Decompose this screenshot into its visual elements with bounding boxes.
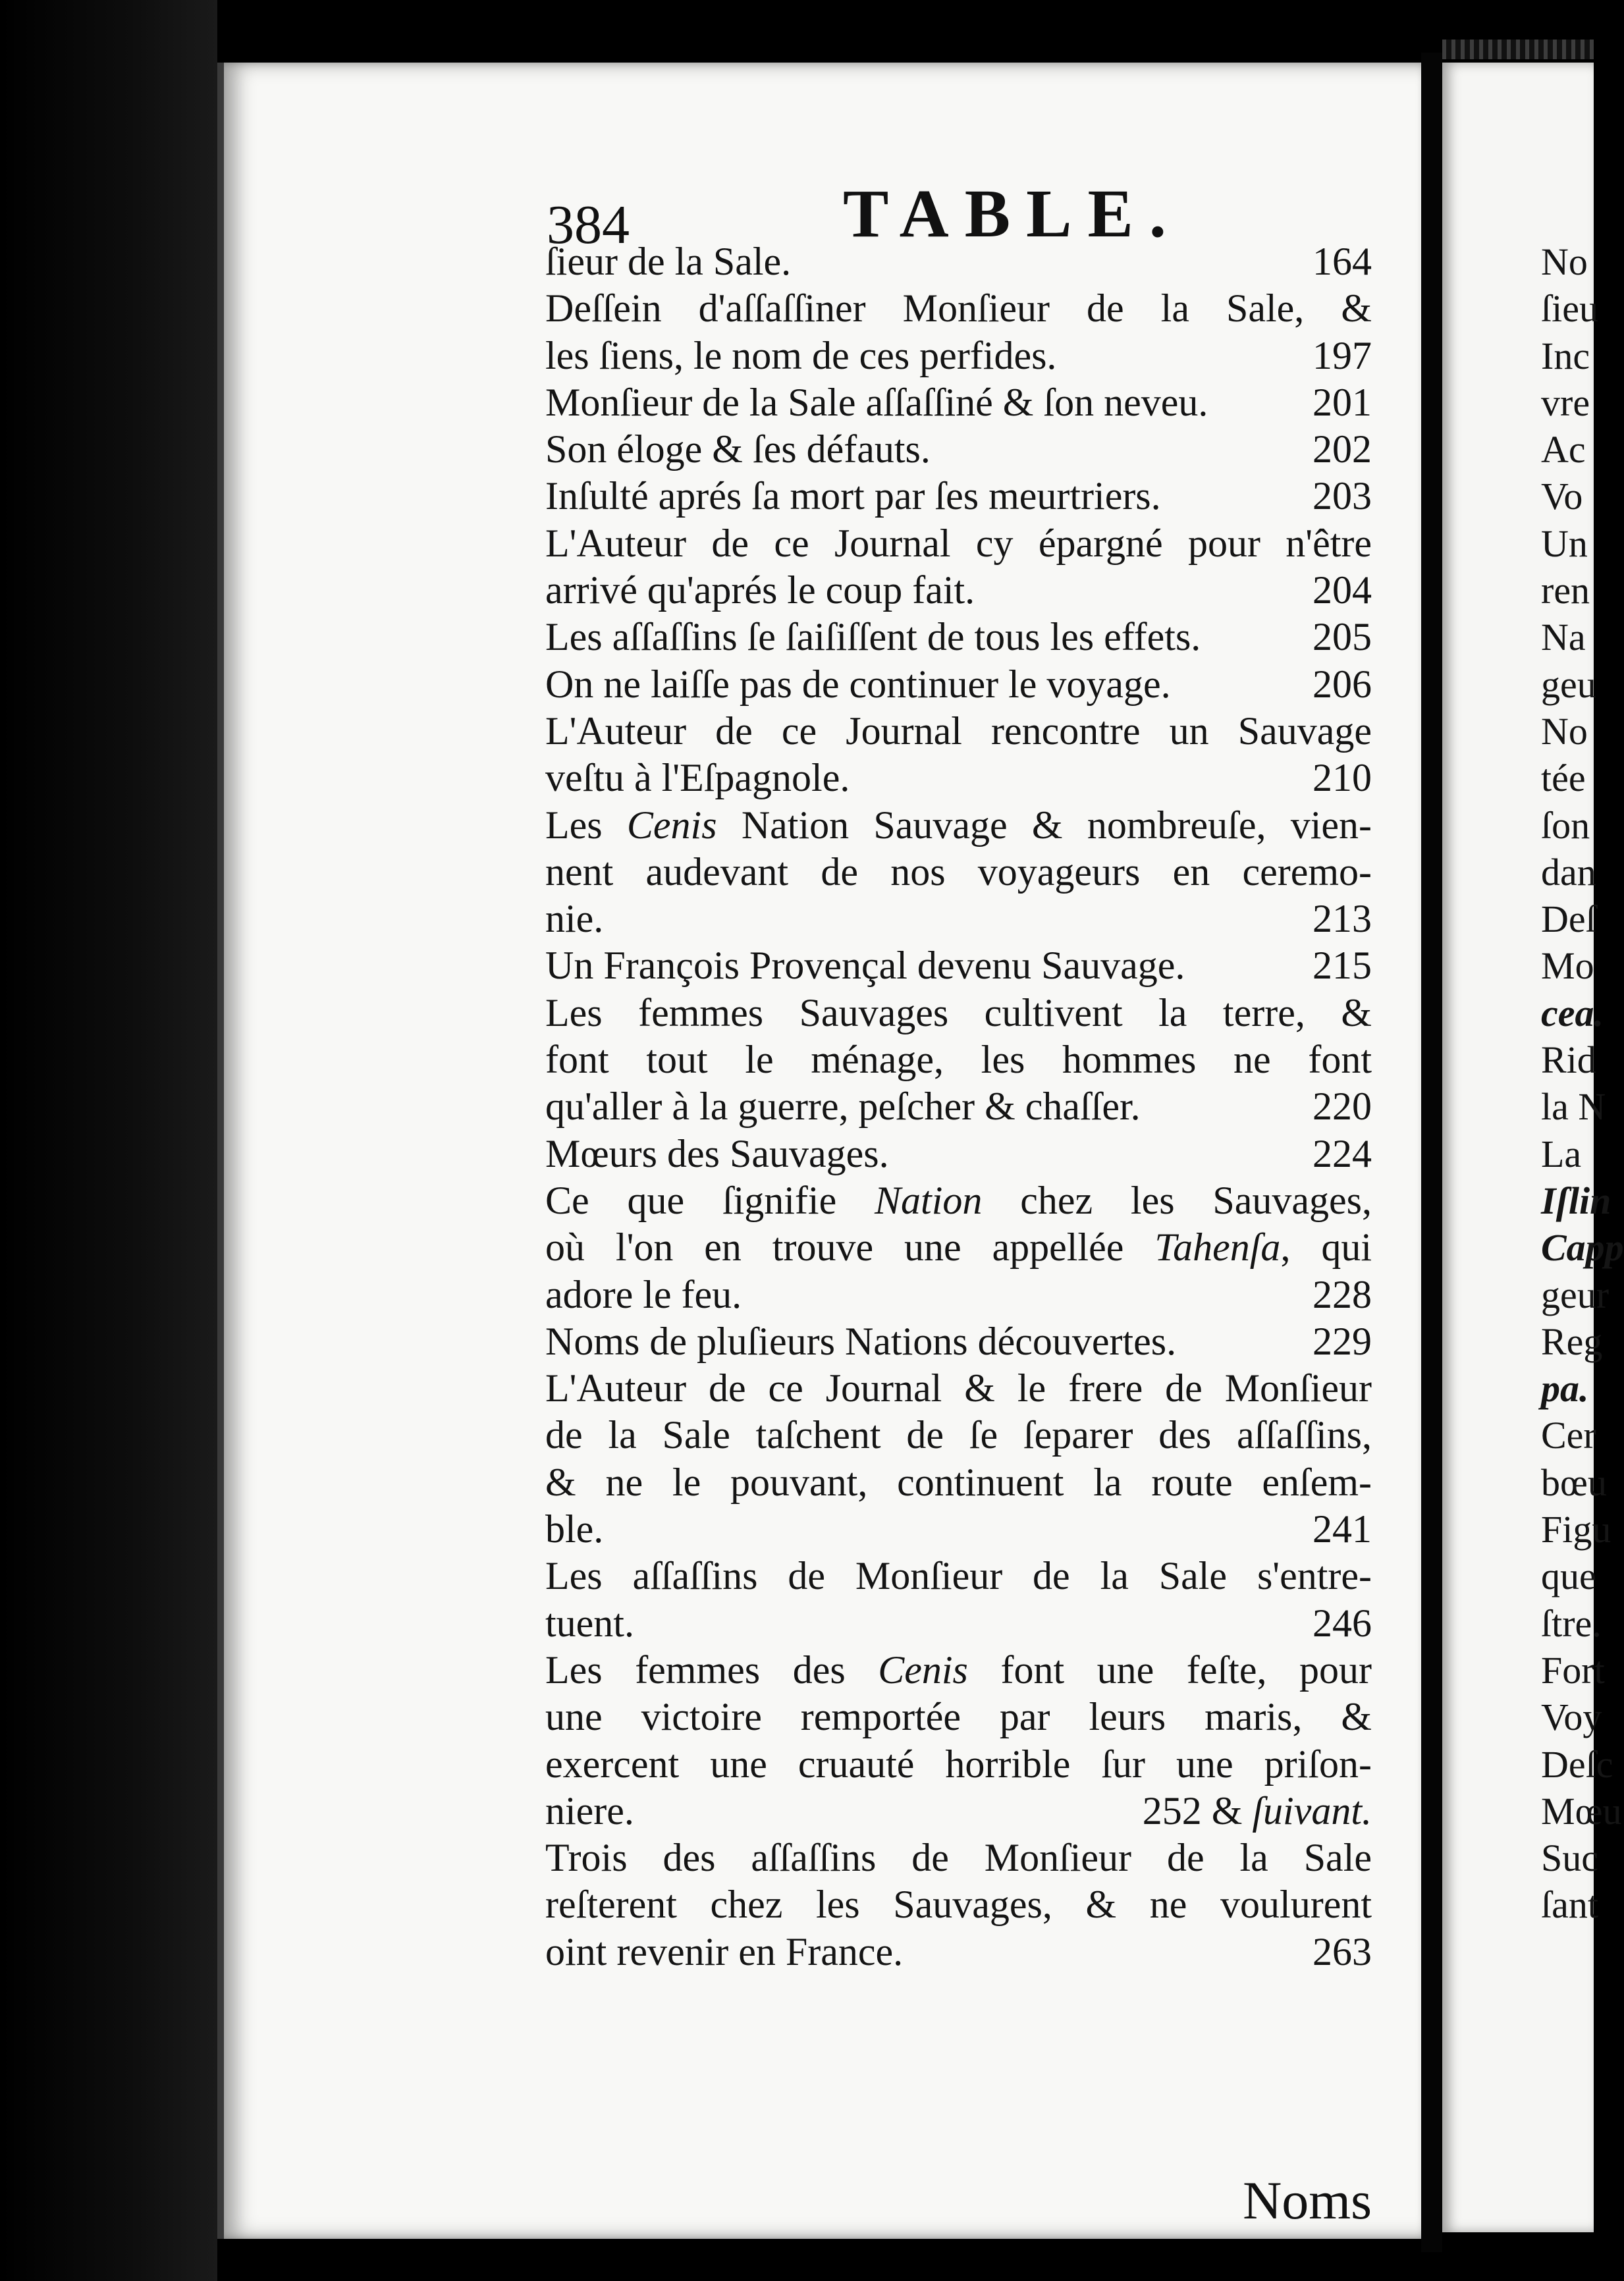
entry-text: On ne laiſſe pas de continuer le voyage. (545, 662, 1171, 706)
entry-text: L'Auteur de ce Journal & le frere de Monſieur (545, 1366, 1372, 1410)
index-entry-line (545, 238, 1372, 285)
entry-page-number: 224 (1313, 1131, 1372, 1175)
facing-page-fragment: ſant (1541, 1883, 1598, 1927)
entry-page-number: 241 (1313, 1507, 1372, 1551)
index-entry-line (545, 285, 1372, 332)
index-entry-line (545, 567, 1372, 614)
index-entry-line (545, 661, 1372, 708)
entry-page-number: 215 (1313, 944, 1372, 988)
facing-page-fragment: Suc (1541, 1837, 1598, 1880)
entry-text-part: chez les Sauvages, (982, 1178, 1372, 1222)
index-entry-line (545, 942, 1372, 989)
entry-text: Les aſſaſſins de Monſieur de la Sale s'entre- (545, 1554, 1372, 1598)
facing-page-fragment: la N (1541, 1085, 1606, 1129)
entry-italic-term: Cenis (878, 1648, 968, 1692)
entry-text: Un François Provençal devenu Sauvage. (545, 944, 1185, 988)
entry-text: les ſiens, le nom de ces perfides. (545, 333, 1057, 377)
entry-page-number: 197 (1313, 333, 1372, 377)
entry-text: nie. (545, 897, 604, 941)
index-entry-line (545, 1647, 1372, 1694)
facing-page-fragment: dan (1541, 850, 1596, 894)
entry-italic-term: Nation (875, 1178, 983, 1222)
facing-page-fragment: Mo (1541, 944, 1594, 988)
facing-page-fragment: Deſ (1541, 898, 1596, 941)
index-entry-line (545, 1600, 1372, 1647)
index-entry-line (545, 1881, 1372, 1928)
index-entry-line (545, 1788, 1372, 1835)
entry-text: Trois des aſſaſſins de Monſieur de la Sale (545, 1836, 1372, 1880)
catchword: Noms (1243, 2170, 1372, 2230)
facing-page-fragment: ren (1541, 569, 1590, 612)
table-of-contents (545, 238, 1372, 2230)
entry-text: ble. (545, 1507, 604, 1551)
facing-page-fragment: Reg (1541, 1320, 1603, 1363)
entry-text-part: où l'on en trouve une appellée (545, 1225, 1155, 1270)
facing-page-fragment: Voy (1541, 1696, 1602, 1739)
facing-page-fragment: Un (1541, 522, 1588, 565)
entry-text (545, 1647, 1372, 1694)
facing-page-fragment: Deſc (1541, 1742, 1613, 1786)
facing-page-fragment: No (1541, 709, 1588, 753)
facing-page-fragment: cea. (1541, 991, 1604, 1034)
entry-text: Inſulté aprés ſa mort par ſes meurtriers. (545, 474, 1161, 518)
entry-page-number: 204 (1313, 568, 1372, 612)
entry-page-number: 203 (1313, 474, 1372, 518)
index-entry-line (545, 1412, 1372, 1459)
entry-text: de la Sale taſchent de ſe ſeparer des aſſaſſins, (545, 1413, 1372, 1457)
facing-page-fragment: ſtre. (1541, 1601, 1602, 1645)
index-entry-line (545, 1835, 1372, 1881)
page-gutter (1421, 53, 1442, 2252)
facing-page-fragment: Fort (1541, 1648, 1605, 1692)
entry-text: L'Auteur de ce Journal rencontre un Sauvage (545, 709, 1372, 753)
entry-text: oint revenir en France. (545, 1929, 904, 1973)
index-entry-line (545, 990, 1372, 1036)
index-entry-line (545, 1741, 1372, 1788)
facing-page-fragment: Capp (1541, 1226, 1624, 1270)
entry-italic-term: Tahenſa (1154, 1225, 1281, 1270)
facing-page-fragment: vre (1541, 381, 1590, 424)
entry-text-part: Nation Sauvage & nombreuſe, vien- (717, 803, 1372, 847)
index-entry-line (545, 755, 1372, 801)
entry-text: arrivé qu'aprés le coup fait. (545, 568, 975, 612)
facing-page-fragment: Ac (1541, 428, 1586, 471)
entry-page-number: 205 (1313, 615, 1372, 659)
index-entry-line (545, 1553, 1372, 1599)
entry-page-number: 206 (1313, 662, 1372, 706)
entry-page-number: 220 (1313, 1085, 1372, 1129)
index-entry-line (545, 473, 1372, 520)
entry-text: veſtu à l'Eſpagnole. (545, 756, 850, 800)
entry-text: Noms de pluſieurs Nations découvertes. (545, 1319, 1177, 1363)
index-entry-line (545, 520, 1372, 567)
index-entry-line (545, 1929, 1372, 1975)
facing-page-fragment: Mœu (1541, 1789, 1622, 1833)
entry-text-part: Ce que ſignifie (545, 1178, 875, 1222)
index-entry-line (545, 1506, 1372, 1553)
entry-text: L'Auteur de ce Journal cy épargné pour n'être (545, 521, 1372, 565)
entry-text: une victoire remportée par leurs maris, & (545, 1695, 1372, 1739)
index-entry-line (545, 426, 1372, 473)
facing-page-fragment: Rid (1541, 1038, 1596, 1082)
entry-page-number: 252 & ſuivant. (1142, 1788, 1372, 1833)
entry-page-number: 263 (1313, 1929, 1372, 1973)
entry-page-number: 202 (1313, 427, 1372, 471)
book-binding (0, 0, 217, 2281)
entry-text: adore le feu. (545, 1272, 742, 1316)
facing-page-text (1541, 238, 1624, 1929)
entry-text: niere. (545, 1788, 634, 1833)
page-number: 384 (547, 194, 630, 255)
index-entry-line (545, 614, 1372, 660)
entry-text: font tout le ménage, les hommes ne font (545, 1038, 1372, 1082)
facing-page-fragment: Figu (1541, 1508, 1611, 1551)
facing-page-fragment: No (1541, 240, 1588, 283)
page-edge (1442, 40, 1594, 59)
facing-page-fragment: Iſlin (1541, 1179, 1611, 1222)
entry-text: Monſieur de la Sale aſſaſſiné & ſon neveu. (545, 380, 1208, 424)
entry-page-number: 246 (1313, 1601, 1372, 1645)
entry-text: & ne le pouvant, continuent la route enſem- (545, 1460, 1372, 1504)
entry-text: Deſſein d'aſſaſſiner Monſieur de la Sale, & (545, 286, 1372, 331)
page-header (547, 174, 1337, 255)
entry-text: Mœurs des Sauvages. (545, 1131, 889, 1175)
index-entry-line (545, 1459, 1372, 1506)
index-entry-line (545, 896, 1372, 942)
facing-page-fragment: ſon (1541, 803, 1590, 847)
entry-text: qu'aller à la guerre, peſcher & chaſſer. (545, 1085, 1141, 1129)
index-entry-line (545, 1083, 1372, 1130)
entry-text-part: , qui (1280, 1225, 1372, 1270)
facing-page-fragment: Cer (1541, 1414, 1596, 1457)
index-entry-line (545, 849, 1372, 896)
facing-page-fragment: pa. (1541, 1367, 1589, 1410)
entry-page-number: 210 (1313, 756, 1372, 800)
facing-page-fragment: Vo (1541, 475, 1583, 518)
entry-text-part: font une feſte, pour (967, 1648, 1372, 1692)
facing-page-fragment: bœu (1541, 1461, 1607, 1504)
index-entry-line (545, 1365, 1372, 1412)
entry-text-part: Les (545, 803, 627, 847)
index-entry-line (545, 1318, 1372, 1365)
entry-text (545, 1224, 1372, 1271)
index-entry-line (545, 802, 1372, 849)
entry-text: reſterent chez les Sauvages, & ne voulurent (545, 1883, 1372, 1927)
entry-text (545, 1177, 1372, 1224)
index-entry-line (545, 708, 1372, 755)
index-entry-line (545, 1131, 1372, 1177)
facing-page-fragment: tée (1541, 757, 1586, 800)
index-entry-line (545, 333, 1372, 379)
entry-text: Les aſſaſſins ſe ſaiſiſſent de tous les effets. (545, 615, 1201, 659)
index-entry-line (545, 379, 1372, 426)
entry-page-number: 164 (1313, 240, 1372, 283)
entry-page-number: 201 (1313, 380, 1372, 424)
entry-text: nent audevant de nos voyageurs en ceremo- (545, 849, 1372, 894)
entry-text-part: Les femmes des (545, 1648, 879, 1692)
entry-text: ſieur de la Sale. (545, 240, 792, 283)
entry-text (545, 802, 1372, 849)
entry-text: Les femmes Sauvages cultivent la terre, & (545, 990, 1372, 1034)
facing-page-fragment: geur (1541, 1273, 1610, 1316)
index-entry-line (545, 1272, 1372, 1318)
entry-italic-term: Cenis (626, 803, 717, 847)
facing-page-fragment: La (1541, 1132, 1582, 1175)
facing-page-fragment: Inc (1541, 334, 1590, 377)
index-entry-line (545, 1694, 1372, 1740)
index-entry-line (545, 1036, 1372, 1083)
running-title: TABLE. (843, 176, 1182, 252)
entry-page-number: 213 (1313, 897, 1372, 941)
facing-page-fragment: geu (1541, 662, 1596, 706)
entry-page-number: 228 (1313, 1272, 1372, 1316)
entry-text: tuent. (545, 1601, 634, 1645)
entry-page-number: 229 (1313, 1319, 1372, 1363)
facing-page-fragment: que (1541, 1555, 1596, 1598)
index-entry-line (545, 1177, 1372, 1224)
index-entry-line (545, 1224, 1372, 1271)
entry-text: exercent une cruauté horrible ſur une priſon- (545, 1742, 1372, 1786)
facing-page-fragment: ſieu (1541, 287, 1598, 331)
facing-page-fragment: Na (1541, 616, 1586, 659)
entry-text: Son éloge & ſes défauts. (545, 427, 931, 471)
